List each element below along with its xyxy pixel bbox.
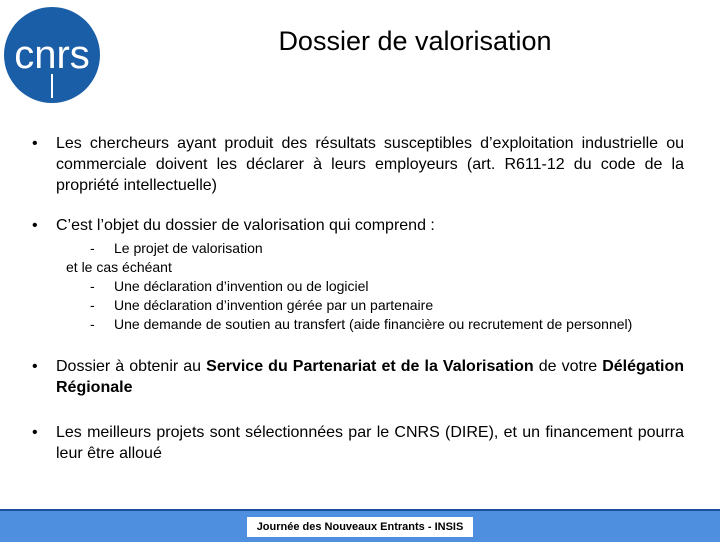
sub-list <box>56 239 684 334</box>
sub-item <box>90 239 684 258</box>
bullet-text-part: Dossier à obtenir au <box>56 358 207 375</box>
sub-item-text: Le projet de valorisation <box>114 240 263 256</box>
footer-bar <box>0 509 720 542</box>
bullet-dot: • <box>32 217 38 234</box>
bullet-text: Les chercheurs ayant produit des résultats susceptibles d’exploitation industrielle ou commerciale doivent les déclarer à leurs employeurs (art. R611-12 du code de la propriété intellectuelle) <box>56 135 684 194</box>
bullet-item <box>32 215 684 334</box>
dash: - <box>90 316 95 332</box>
bullet-dot: • <box>32 424 38 441</box>
bullet-dot: • <box>32 358 38 375</box>
bullet-item <box>32 422 684 464</box>
cnrs-logo <box>0 0 104 106</box>
bullet-text: C’est l’objet du dossier de valorisation qui comprend : <box>56 217 435 234</box>
dash: - <box>90 278 95 294</box>
bullet-text <box>56 356 684 398</box>
bullet-text: Les meilleurs projets sont sélectionnées par le CNRS (DIRE), et un financement pourra leur être alloué <box>56 424 684 462</box>
footer-text: Journée des Nouveaux Entrants - INSIS <box>247 517 474 537</box>
dash: - <box>90 240 95 256</box>
bullet-dot: • <box>32 135 38 152</box>
dash: - <box>90 297 95 313</box>
bullet-bold-text: Délégation Régionale <box>56 358 685 396</box>
sub-item <box>90 277 684 296</box>
sub-item-text: Une déclaration d’invention gérée par un partenaire <box>114 297 434 313</box>
bullet-bold-text: Service du Partenariat et de la Valorisation <box>206 358 534 375</box>
sub-item <box>90 315 684 334</box>
sub-item <box>90 296 684 315</box>
bullet-list <box>32 133 684 464</box>
bullet-item <box>32 133 684 196</box>
bullet-item <box>32 356 684 398</box>
sub-item-text: Une demande de soutien au transfert (aide financière ou recrutement de personnel) <box>114 316 633 332</box>
bullet-text-part: de votre <box>533 358 603 375</box>
sub-item-text: Une déclaration d’invention ou de logiciel <box>114 278 369 294</box>
cnrs-logo-text: cnrs <box>14 33 90 77</box>
sub-note: et le cas échéant <box>66 259 172 275</box>
page-title: Dossier de valorisation <box>278 26 552 56</box>
cnrs-logo-icon <box>0 0 104 106</box>
